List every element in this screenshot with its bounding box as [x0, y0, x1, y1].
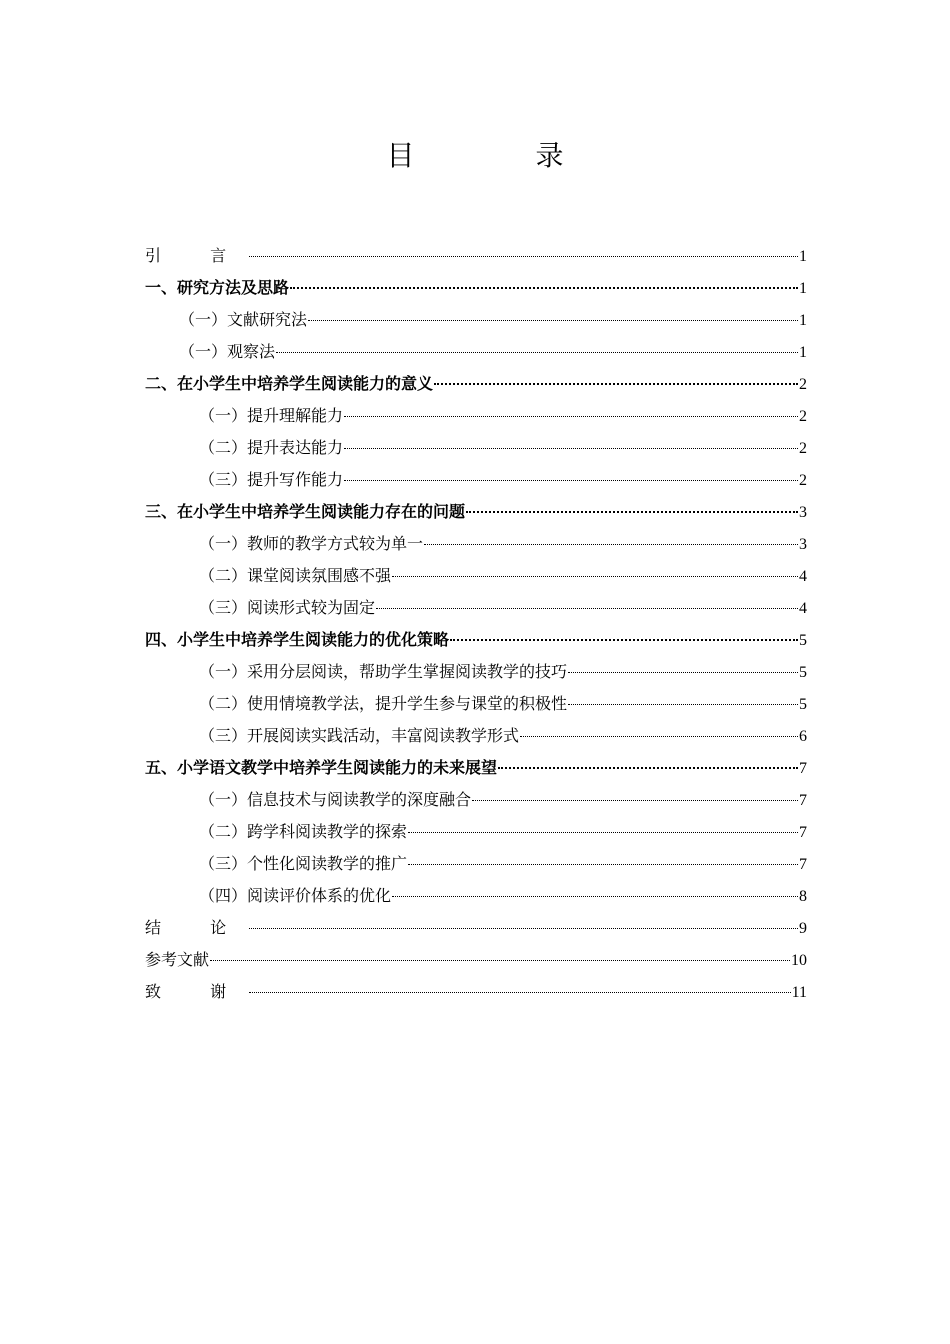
toc-entry[interactable]: [145, 720, 807, 752]
toc-entry[interactable]: [145, 560, 807, 592]
toc-entry[interactable]: [145, 368, 807, 400]
dot-leader: [344, 480, 798, 481]
toc-entry-page: 1: [799, 312, 807, 329]
dot-leader: [249, 928, 798, 929]
toc-entry-label: （三）开展阅读实践活动，丰富阅读教学形式: [199, 726, 520, 745]
toc-entry[interactable]: [145, 496, 807, 528]
toc-entry[interactable]: [145, 688, 807, 720]
toc-entry-page: 10: [791, 952, 807, 969]
toc-entry-page: 5: [799, 664, 807, 681]
toc-entry-page: 5: [799, 632, 807, 649]
toc-entry-page: 5: [799, 696, 807, 713]
toc-entry-page: 2: [799, 408, 807, 425]
toc-entry[interactable]: [145, 880, 807, 912]
toc-entry-page: 3: [799, 536, 807, 553]
dot-leader: [450, 639, 798, 641]
toc-entry-label: 二、在小学生中培养学生阅读能力的意义: [145, 374, 434, 393]
toc-entry[interactable]: [145, 272, 807, 304]
toc-entry[interactable]: [145, 624, 807, 656]
toc-entry-label: 结 论: [145, 918, 249, 937]
toc-entry-label: 引 言: [145, 246, 249, 265]
toc-entry-label: （二）跨学科阅读教学的探索: [199, 822, 408, 841]
toc-entry[interactable]: [145, 912, 807, 944]
dot-leader: [408, 832, 798, 833]
toc-entry-label: （三）个性化阅读教学的推广: [199, 854, 408, 873]
toc-entry-page: 7: [799, 824, 807, 841]
toc-entry-page: 1: [799, 280, 807, 297]
toc-entry-page: 6: [799, 728, 807, 745]
toc-entry-page: 7: [799, 760, 807, 777]
toc-entry[interactable]: [145, 240, 807, 272]
toc-entry-page: 9: [799, 920, 807, 937]
dot-leader: [434, 383, 798, 385]
toc-entry[interactable]: [145, 432, 807, 464]
toc-entry-page: 2: [799, 440, 807, 457]
toc-entry-page: 1: [799, 248, 807, 265]
toc-entry[interactable]: [145, 944, 807, 976]
toc-entry-label: （三）阅读形式较为固定: [199, 598, 376, 617]
toc-entry-label: （三）提升写作能力: [199, 470, 344, 489]
toc-entry-label: （一）采用分层阅读，帮助学生掌握阅读教学的技巧: [199, 662, 568, 681]
toc-entry[interactable]: [145, 784, 807, 816]
toc-entry[interactable]: [145, 976, 807, 1008]
dot-leader: [392, 896, 798, 897]
toc-entry-label: 三、在小学生中培养学生阅读能力存在的问题: [145, 502, 466, 521]
dot-leader: [424, 544, 798, 545]
dot-leader: [308, 320, 798, 321]
table-of-contents: [145, 240, 807, 1008]
dot-leader: [290, 287, 798, 289]
toc-entry[interactable]: [145, 528, 807, 560]
toc-entry-label: （一）文献研究法: [179, 310, 308, 329]
toc-entry-label: 致 谢: [145, 982, 249, 1001]
dot-leader: [344, 416, 798, 417]
toc-entry-label: 参考文献: [145, 950, 210, 969]
toc-entry-page: 4: [799, 600, 807, 617]
toc-entry-label: （一）提升理解能力: [199, 406, 344, 425]
dot-leader: [276, 352, 798, 353]
toc-entry[interactable]: [145, 400, 807, 432]
dot-leader: [249, 992, 791, 993]
toc-entry[interactable]: [145, 752, 807, 784]
toc-entry-page: 11: [791, 984, 807, 1001]
toc-entry-label: （二）提升表达能力: [199, 438, 344, 457]
dot-leader: [376, 608, 798, 609]
dot-leader: [249, 256, 798, 257]
toc-entry-label: （四）阅读评价体系的优化: [199, 886, 392, 905]
dot-leader: [472, 800, 798, 801]
dot-leader: [466, 511, 798, 513]
dot-leader: [568, 704, 798, 705]
toc-entry[interactable]: [145, 592, 807, 624]
toc-entry-label: （一）信息技术与阅读教学的深度融合: [199, 790, 472, 809]
dot-leader: [568, 672, 798, 673]
toc-entry-label: 一、研究方法及思路: [145, 278, 290, 297]
toc-entry-page: 2: [799, 472, 807, 489]
toc-entry-page: 7: [799, 856, 807, 873]
toc-entry-page: 8: [799, 888, 807, 905]
dot-leader: [498, 767, 798, 769]
toc-entry-label: （二）使用情境教学法，提升学生参与课堂的积极性: [199, 694, 568, 713]
dot-leader: [210, 960, 790, 961]
toc-entry[interactable]: [145, 816, 807, 848]
toc-entry-label: 五、小学语文教学中培养学生阅读能力的未来展望: [145, 758, 498, 777]
dot-leader: [408, 864, 798, 865]
toc-entry[interactable]: [145, 304, 807, 336]
toc-entry-page: 2: [799, 376, 807, 393]
toc-entry-page: 7: [799, 792, 807, 809]
toc-entry-label: （二）课堂阅读氛围感不强: [199, 566, 392, 585]
toc-entry-page: 4: [799, 568, 807, 585]
toc-entry-page: 1: [799, 344, 807, 361]
toc-entry-label: 四、小学生中培养学生阅读能力的优化策略: [145, 630, 450, 649]
dot-leader: [392, 576, 798, 577]
dot-leader: [520, 736, 798, 737]
toc-entry-label: （一）观察法: [179, 342, 276, 361]
page-title: 目 录: [386, 139, 620, 172]
toc-entry[interactable]: [145, 464, 807, 496]
toc-entry[interactable]: [145, 656, 807, 688]
toc-entry-page: 3: [799, 504, 807, 521]
toc-entry-label: （一）教师的教学方式较为单一: [199, 534, 424, 553]
toc-entry[interactable]: [145, 848, 807, 880]
dot-leader: [344, 448, 798, 449]
toc-entry[interactable]: [145, 336, 807, 368]
